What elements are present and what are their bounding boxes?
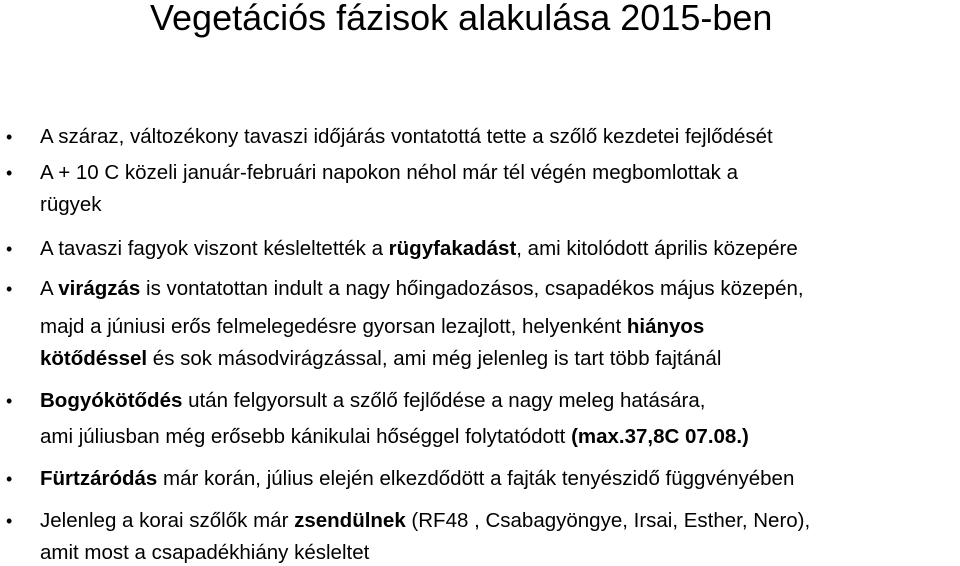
bullet-marker: • xyxy=(6,163,13,183)
bullet-marker: • xyxy=(6,239,13,259)
bold-term: kötődéssel xyxy=(40,347,148,370)
bullet-text-line xyxy=(40,192,102,218)
bullet-text-line xyxy=(40,236,798,262)
bullet-text-line xyxy=(40,388,705,414)
text-run: A tavaszi fagyok viszont késleltették a xyxy=(40,237,389,260)
text-run: A száraz, változékony tavaszi időjárás vontatottá tette a szőlő kezdetei fejlődését xyxy=(40,125,773,148)
text-run: után felgyorsult a szőlő fejlődése a nagy meleg hatására, xyxy=(182,389,706,412)
bullet-text-line xyxy=(40,276,804,302)
bold-term: virágzás xyxy=(58,277,141,300)
slide-title: Vegetációs fázisok alakulása 2015-ben xyxy=(150,0,773,38)
text-run: már korán, július elején elkezdődött a fajták tenyészidő függvényében xyxy=(157,467,795,490)
text-run: A + 10 C közeli január-februári napokon néhol már tél végén megbomlottak a xyxy=(40,161,738,184)
text-run: ami júliusban még erősebb kánikulai hőséggel folytatódott xyxy=(40,425,572,448)
bullet-marker: • xyxy=(6,127,13,147)
bullet-text-line xyxy=(40,466,794,492)
text-run: is vontatottan indult a nagy hőingadozásos, csapadékos május közepén, xyxy=(140,277,804,300)
bullet-text-line xyxy=(40,424,749,450)
bold-term: Bogyókötődés xyxy=(40,389,183,412)
bold-term: Fürtzáródás xyxy=(40,467,158,490)
text-run: , ami kitolódott április közepére xyxy=(516,237,798,260)
text-run: Jelenleg a korai szőlők már xyxy=(40,509,295,532)
text-run: amit most a csapadékhiány késleltet xyxy=(40,541,370,564)
bold-term: rügyfakadást xyxy=(388,237,517,260)
text-run: és sok másodvirágzással, ami még jelenleg is tart több fajtánál xyxy=(147,347,722,370)
text-run: majd a júniusi erős felmelegedésre gyorsan lezajlott, helyenként xyxy=(40,315,627,338)
bullet-text-line xyxy=(40,314,704,340)
bullet-marker: • xyxy=(6,279,13,299)
text-run: rügyek xyxy=(40,193,102,216)
bullet-marker: • xyxy=(6,511,13,531)
text-run: A xyxy=(40,277,59,300)
bullet-marker: • xyxy=(6,469,13,489)
bullet-text-line xyxy=(40,124,773,150)
bullet-marker: • xyxy=(6,391,13,411)
bullet-text-line xyxy=(40,540,369,566)
bold-term: hiányos xyxy=(626,315,705,338)
bold-term: zsendülnek xyxy=(294,509,406,532)
bullet-text-line xyxy=(40,508,810,534)
text-run: (RF48 , Csabagyöngye, Irsai, Esther, Nero), xyxy=(405,509,811,532)
bold-term: (max.37,8C 07.08.) xyxy=(571,425,749,448)
bullet-text-line xyxy=(40,346,721,372)
bullet-text-line xyxy=(40,160,738,186)
